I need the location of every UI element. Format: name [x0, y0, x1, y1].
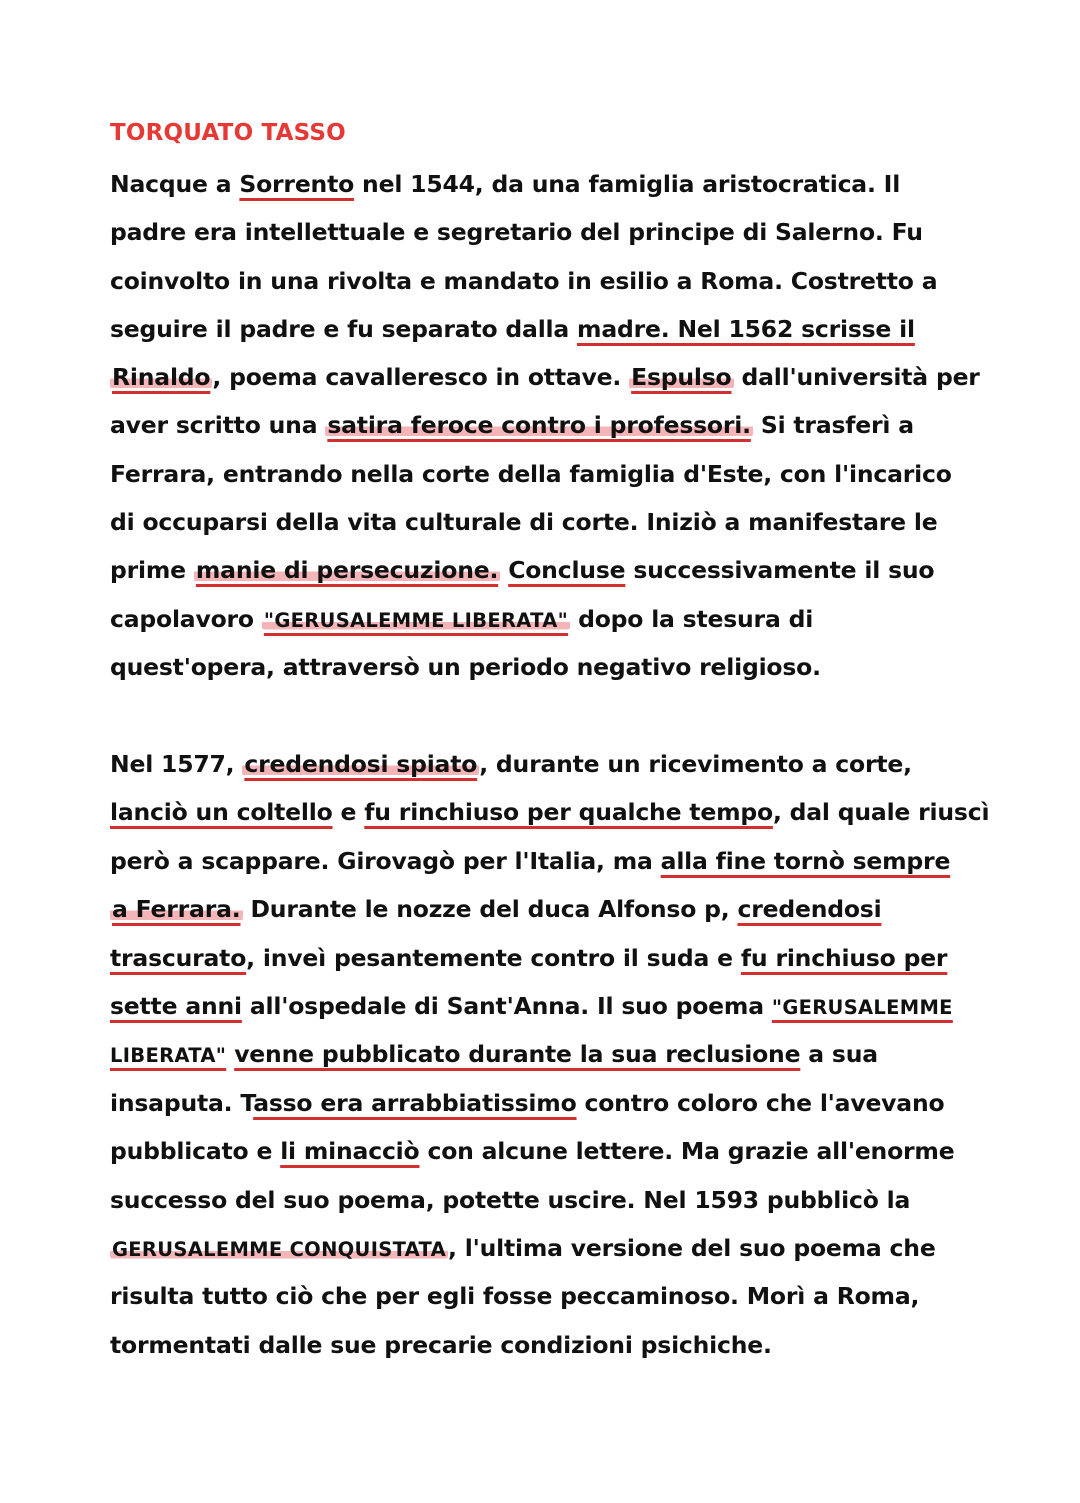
- text-line: [110, 1176, 990, 1224]
- underlined-phrase: trascurato: [110, 943, 247, 972]
- text-line: [110, 305, 990, 353]
- text-line: [110, 740, 990, 788]
- highlighted-phrase: Rinaldo: [112, 363, 211, 392]
- paragraph-biography-early: [110, 160, 990, 691]
- highlighted-phrase: GERUSALEMME CONQUISTATA: [112, 1237, 447, 1261]
- text-segment: con alcune lettere. Ma grazie all'enorme: [419, 1137, 955, 1166]
- text-segment: , dal quale riuscì: [772, 798, 990, 827]
- underlined-phrase: li minacciò: [280, 1137, 420, 1166]
- underlined-phrase: LIBERATA": [110, 1044, 227, 1068]
- text-segment: aver scritto una: [110, 411, 326, 440]
- highlighted-phrase: satira feroce contro i professori.: [327, 411, 751, 440]
- underlined-phrase: sette anni: [110, 991, 242, 1020]
- paragraph-biography-late: [110, 740, 990, 1369]
- text-line: [110, 1127, 990, 1175]
- text-segment: [226, 1040, 234, 1068]
- text-segment: Ferrara, entrando nella corte della famiglia d'Este, con l'incarico: [110, 459, 952, 488]
- text-segment: , l'ultima versione del suo poema che: [448, 1233, 936, 1262]
- underlined-phrase: "GERUSALEMME: [771, 995, 953, 1019]
- underlined-phrase: madre. Nel 1562 scrisse il: [577, 314, 915, 343]
- text-segment: nel 1544, da una famiglia aristocratica. Il: [354, 170, 901, 198]
- underlined-phrase: Concluse: [508, 556, 626, 585]
- text-line: [110, 643, 990, 691]
- text-line: [110, 595, 990, 643]
- text-segment: e: [332, 798, 365, 827]
- text-segment: coinvolto in una rivolta e mandato in esilio a Roma. Costretto a: [110, 266, 938, 295]
- text-segment: seguire il padre e fu separato dalla: [110, 314, 578, 343]
- text-segment: dall'università per: [733, 363, 980, 392]
- text-segment: Si trasferì a: [752, 411, 914, 440]
- text-line: [110, 788, 990, 836]
- text-segment: padre era intellettuale e segretario del principe di Salerno. Fu: [110, 218, 923, 247]
- text-line: [110, 208, 990, 256]
- text-segment: capolavoro: [110, 604, 262, 633]
- underlined-phrase: asso era arrabbiatissimo: [253, 1088, 577, 1117]
- highlighted-phrase: "GERUSALEMME LIBERATA": [263, 608, 569, 632]
- highlighted-phrase: a Ferrara.: [112, 895, 241, 924]
- text-segment: pubblicato e: [110, 1137, 281, 1166]
- highlighted-phrase: manie di persecuzione.: [195, 556, 499, 585]
- highlighted-phrase: Espulso: [631, 363, 732, 392]
- text-segment: risulta tutto ciò che per egli fosse peccaminoso. Morì a Roma,: [110, 1282, 920, 1311]
- text-line: [110, 837, 990, 885]
- text-line: [110, 885, 990, 933]
- text-line: [110, 1321, 990, 1369]
- text-line: [110, 160, 990, 208]
- text-segment: , poema cavalleresco in ottave.: [212, 363, 630, 392]
- text-segment: Nacque a: [110, 170, 240, 198]
- text-line: [110, 546, 990, 594]
- underlined-phrase: lanciò un coltello: [110, 798, 333, 827]
- underlined-phrase: alla fine tornò sempre: [660, 846, 951, 875]
- underlined-phrase: venne pubblicato durante la sua reclusione: [234, 1040, 801, 1069]
- text-segment: di occuparsi della vita culturale di corte. Iniziò a manifestare le: [110, 508, 938, 537]
- text-segment: insaputa. T: [110, 1088, 254, 1117]
- text-line: [110, 353, 990, 401]
- text-segment: , durante un ricevimento a corte,: [479, 750, 912, 778]
- text-line: [110, 1272, 990, 1320]
- text-segment: prime: [110, 556, 194, 585]
- text-segment: però a scappare. Girovagò per l'Italia, ma: [110, 846, 661, 875]
- text-line: [110, 1079, 990, 1127]
- text-segment: successo del suo poema, potette uscire. Nel 1593 pubblicò la: [110, 1185, 911, 1214]
- text-line: [110, 1030, 990, 1078]
- page-title: TORQUATO TASSO: [110, 120, 346, 146]
- underlined-phrase: Sorrento: [239, 170, 355, 198]
- text-segment: tormentati dalle sue precarie condizioni psichiche.: [110, 1330, 772, 1359]
- text-line: [110, 257, 990, 305]
- text-line: [110, 450, 990, 498]
- text-line: [110, 498, 990, 546]
- text-segment: dopo la stesura di: [570, 604, 814, 633]
- text-line: [110, 1224, 990, 1272]
- underlined-phrase: fu rinchiuso per qualche tempo: [364, 798, 773, 827]
- text-segment: Durante le nozze del duca Alfonso p,: [242, 895, 738, 924]
- text-segment: successivamente il suo: [625, 556, 935, 585]
- text-segment: a sua: [800, 1040, 878, 1069]
- text-line: [110, 982, 990, 1030]
- text-segment: [500, 556, 508, 584]
- underlined-phrase: fu rinchiuso per: [740, 943, 948, 972]
- text-segment: quest'opera, attraversò un periodo negativo religioso.: [110, 652, 821, 681]
- text-line: [110, 934, 990, 982]
- text-segment: all'ospedale di Sant'Anna. Il suo poema: [241, 991, 772, 1020]
- text-line: [110, 401, 990, 449]
- text-segment: contro coloro che l'avevano: [576, 1088, 945, 1117]
- text-segment: , inveì pesantemente contro il suda e: [246, 943, 741, 972]
- text-segment: Nel 1577,: [110, 750, 243, 778]
- underlined-phrase: credendosi: [737, 895, 882, 924]
- highlighted-phrase: credendosi spiato: [244, 750, 478, 778]
